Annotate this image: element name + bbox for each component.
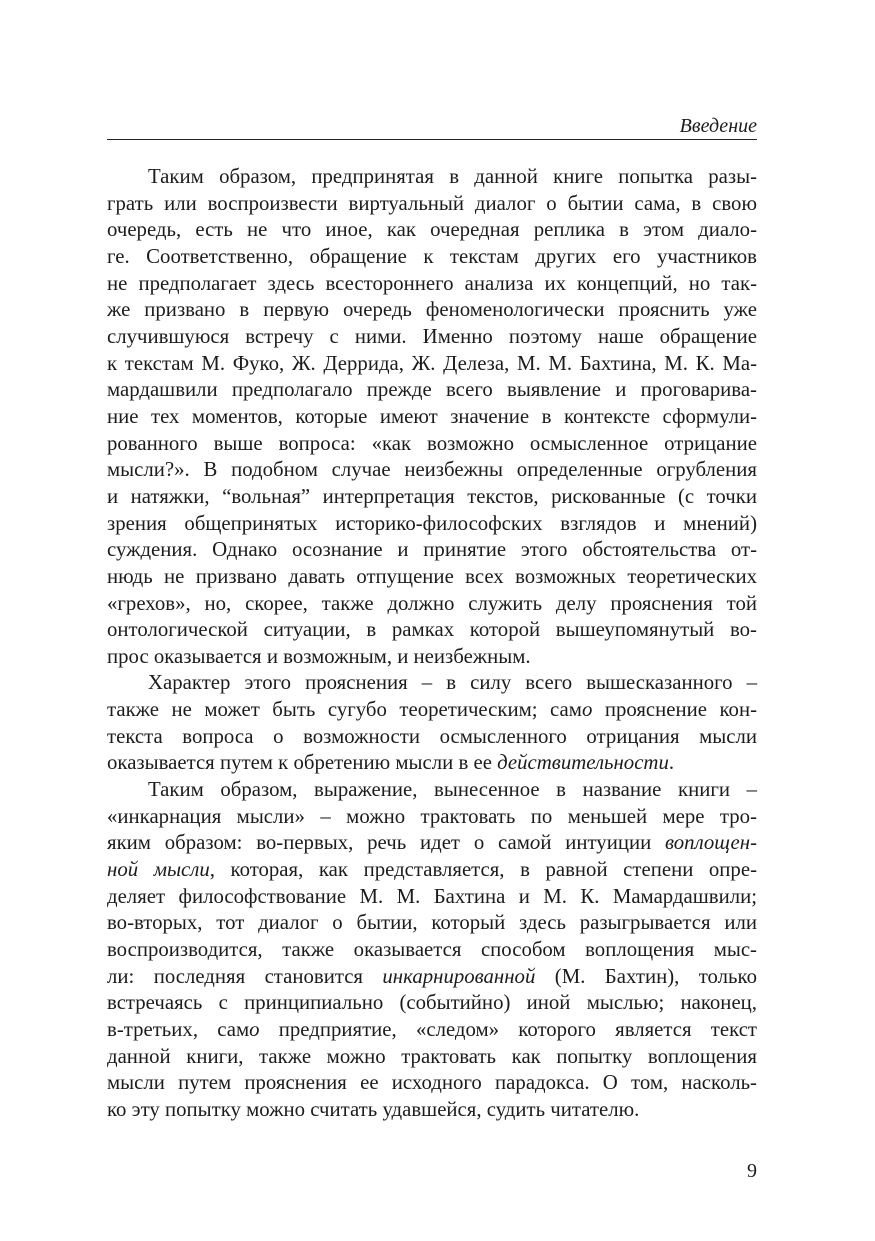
text-line <box>107 271 757 298</box>
text-line <box>107 644 757 671</box>
italic-text: о <box>529 831 541 855</box>
text-segment: воспроизводится, также оказывается способом воплощения мыс- <box>107 938 757 962</box>
text-segment: ге. Соответственно, обращение к текстам других его участников <box>107 244 757 268</box>
text-line <box>107 191 757 218</box>
text-line <box>107 884 757 911</box>
text-segment: рованного выше вопроса: «как возможно осмысленное отрицание <box>107 431 757 455</box>
text-line <box>107 537 757 564</box>
text-segment: прояснение кон- <box>592 698 758 722</box>
text-segment: грать или воспроизвести виртуальный диалог о бытии сама, в свою <box>107 191 757 215</box>
text-segment: онтологической ситуации, в рамках которой вышеупомянутый во- <box>107 618 757 642</box>
text-segment: нюдь не призвано давать отпущение всех возможных теоретических <box>107 564 757 588</box>
text-line <box>107 937 757 964</box>
text-segment: зрения общепринятых историко-философских взглядов и мнений) <box>107 511 757 535</box>
text-line <box>107 804 757 831</box>
text-segment: деляет философствование М. М. Бахтина и М. К. Мамардашвили; <box>107 884 757 908</box>
text-line <box>107 324 757 351</box>
text-segment: , которая, как представляется, в равной степени опре- <box>209 858 757 882</box>
text-segment: встречаясь с принципиально (событийно) иной мыслью; наконец, <box>107 991 757 1015</box>
text-segment: текста вопроса о возможности осмысленного отрицания мысли <box>107 724 757 748</box>
italic-text: о <box>581 698 593 722</box>
text-segment: ко эту попытку можно считать удавшейся, судить читателю. <box>107 1097 640 1121</box>
text-line <box>107 724 757 751</box>
text-segment: ли: последняя становится <box>107 964 383 988</box>
italic-text: воплощен- <box>665 831 757 855</box>
italic-text: инкарнированной <box>382 964 536 988</box>
text-segment: «инкарнация мысли» – можно трактовать по меньшей мере тро- <box>107 804 757 828</box>
page-number: 9 <box>747 1160 757 1182</box>
text-segment: мысли?». В подобном случае неизбежны определенные огрубления <box>107 458 757 482</box>
text-line <box>107 910 757 937</box>
text-segment: мардашвили предполагало прежде всего выявление и проговарива- <box>107 378 757 402</box>
text-line <box>107 297 757 324</box>
italic-text: действительности <box>497 751 669 775</box>
text-line <box>107 857 757 884</box>
text-segment: также не может быть сугубо теоретическим; сам <box>107 698 582 722</box>
body-text <box>107 164 757 1124</box>
text-segment: . <box>668 751 675 775</box>
text-segment: суждения. Однако осознание и принятие этого обстоятельства от- <box>107 538 757 562</box>
text-line <box>107 1097 757 1124</box>
text-segment: во-вторых, тот диалог о бытии, который здесь разыгрывается или <box>107 911 757 935</box>
text-segment: оказывается путем к обретению мысли в ее <box>107 751 498 775</box>
text-segment: Характер этого прояснения – в силу всего вышесказанного – <box>148 671 757 695</box>
text-line <box>107 964 757 991</box>
text-line <box>107 1017 757 1044</box>
text-line <box>107 431 757 458</box>
text-line <box>107 164 757 191</box>
text-line <box>107 351 757 378</box>
running-header <box>107 113 757 140</box>
text-line <box>107 217 757 244</box>
text-segment: в-третьих, сам <box>107 1018 250 1041</box>
text-line <box>107 830 757 857</box>
text-segment: случившуюся встречу с ними. Именно поэтому наше обращение <box>107 324 757 348</box>
text-line <box>107 777 757 804</box>
text-segment: к текстам М. Фуко, Ж. Деррида, Ж. Делеза, М. М. Бахтина, М. К. Ма- <box>107 351 757 375</box>
text-segment: не предполагает здесь всестороннего анализа их концепций, но так- <box>107 271 757 295</box>
text-line <box>107 404 757 431</box>
text-segment: ние тех моментов, которые имеют значение в контексте сформули- <box>107 404 757 428</box>
text-segment: данной книги, также можно трактовать как попытку воплощения <box>107 1044 757 1068</box>
text-segment: же призвано в первую очередь феноменологически прояснить уже <box>107 298 757 322</box>
text-line <box>107 990 757 1017</box>
text-segment: и натяжки, “вольная” интерпретация текстов, рискованные (с точки <box>107 484 757 508</box>
text-line <box>107 697 757 724</box>
paragraph <box>107 777 757 1124</box>
text-line <box>107 484 757 511</box>
text-segment: мысли путем прояснения ее исходного парадокса. О том, насколь- <box>107 1071 757 1095</box>
italic-text: о <box>249 1018 260 1041</box>
text-line <box>107 1070 757 1097</box>
text-segment: «грехов», но, скорее, также должно служить делу прояснения той <box>107 591 757 615</box>
text-line <box>107 457 757 484</box>
text-line <box>107 591 757 618</box>
text-segment: яким образом: во-первых, речь идет о сам <box>107 831 530 855</box>
text-line <box>107 670 757 697</box>
text-line <box>107 750 757 777</box>
text-segment: Таким образом, выражение, вынесенное в название книги – <box>148 778 757 802</box>
text-line <box>107 377 757 404</box>
text-segment: Таким образом, предпринятая в данной книге попытка разы- <box>148 165 757 188</box>
text-segment: очередь, есть не что иное, как очередная реплика в этом диало- <box>107 218 757 242</box>
text-segment: предприятие, «следом» которого является текст <box>259 1018 758 1041</box>
text-line <box>107 511 757 538</box>
text-segment: (М. Бахтин), только <box>535 964 757 988</box>
italic-text: ной мысли <box>107 858 210 882</box>
section-title: Введение <box>679 115 757 137</box>
text-segment: прос оказывается и возможным, и неизбежным. <box>107 644 531 668</box>
paragraph <box>107 670 757 777</box>
text-line <box>107 244 757 271</box>
paragraph <box>107 164 757 670</box>
text-line <box>107 1044 757 1071</box>
text-segment: й интуиции <box>540 831 666 855</box>
text-line <box>107 617 757 644</box>
text-line <box>107 564 757 591</box>
